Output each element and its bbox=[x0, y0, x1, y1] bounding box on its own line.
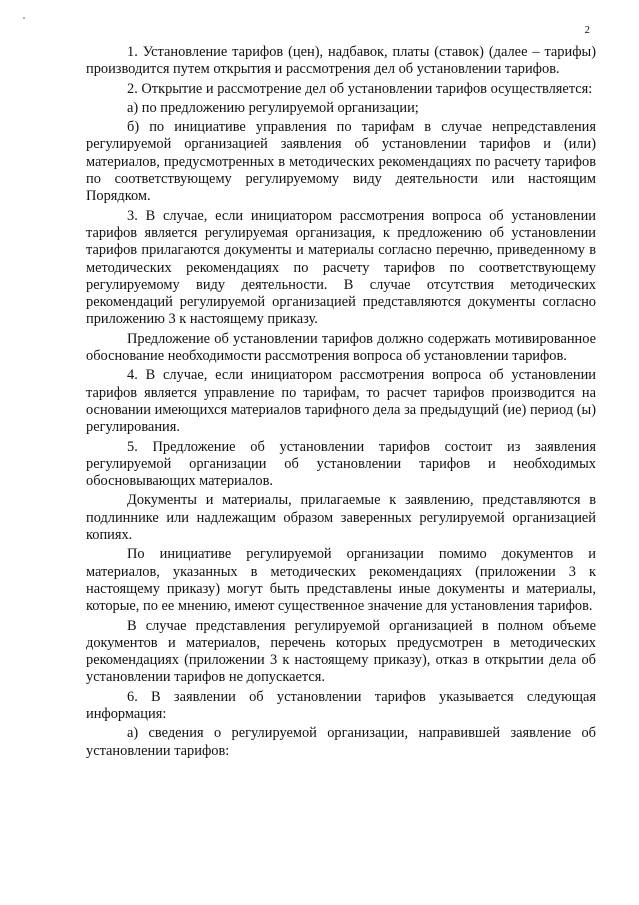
paragraph-1: 1. Установление тарифов (цен), надбавок, платы (ставок) (далее – тарифы) производится путем открытия и рассмотрения дел об установлении тарифов. bbox=[86, 44, 596, 78]
paragraph-3: 3. В случае, если инициатором рассмотрения вопроса об установлении тарифов является регулируемая организация, к предложению об установлении тарифов прилагаются документы и материалы согласно перечню, приведенному в методических рекомендациях по расчету тарифов по соответствующему регулируемому виду деятельности. В случае отсутствия методических рекомендаций регулируемой организацией представляются документы согласно приложению 3 к настоящему приказу. bbox=[86, 207, 596, 328]
paragraph-3-note: Предложение об установлении тарифов должно содержать мотивированное обоснование необходимости рассмотрения вопроса об установлении тарифов. bbox=[86, 330, 596, 365]
page-number: 2 bbox=[584, 24, 590, 36]
paragraph-4: 4. В случае, если инициатором рассмотрения вопроса об установлении тарифов является управление по тарифам, то расчет тарифов производится на основании имеющихся материалов тарифного дела за предыдущий (ие) период (ы) регулирования. bbox=[86, 367, 596, 436]
paragraph-5-documents: Документы и материалы, прилагаемые к заявлению, представляются в подлиннике или надлежащим образом заверенных регулируемой организацией копиях. bbox=[86, 492, 596, 544]
paragraph-2b: б) по инициативе управления по тарифам в случае непредставления регулируемой организацией заявления об установлении тарифов и (или) материалов, предусмотренных в методических рекомендациях по расчету тарифов по соответствующему регулируемому виду деятельности или настоящим Порядком. bbox=[86, 119, 596, 205]
paragraph-2a: а) по предложению регулируемой организации; bbox=[127, 99, 419, 116]
paragraph-5: 5. Предложение об установлении тарифов состоит из заявления регулируемой организации об установлении тарифов и необходимых обосновывающих материалов. bbox=[86, 438, 596, 490]
paragraph-2: 2. Открытие и рассмотрение дел об установлении тарифов осуществляется: bbox=[127, 80, 593, 97]
paragraph-6: 6. В заявлении об установлении тарифов указывается следующая информация: bbox=[86, 688, 596, 722]
document-body bbox=[86, 44, 596, 760]
scan-speck bbox=[23, 17, 25, 19]
paragraph-5-full-set: В случае представления регулируемой организацией в полном объеме документов и материалов, перечень которых предусмотрен в методических рекомендациях (приложении 3 к настоящему приказу), отказ в открытии дела об установлении тарифов не допускается. bbox=[86, 617, 596, 686]
paragraph-5-initiative: По инициативе регулируемой организации помимо документов и материалов, указанных в методических рекомендациях (приложении 3 к настоящему приказу) могут быть представлены иные документы и материалы, которые, по ее мнению, имеют существенное значение для установления тарифов. bbox=[86, 546, 596, 615]
paragraph-6a: а) сведения о регулируемой организации, направившей заявление об установлении тарифов: bbox=[86, 725, 596, 759]
